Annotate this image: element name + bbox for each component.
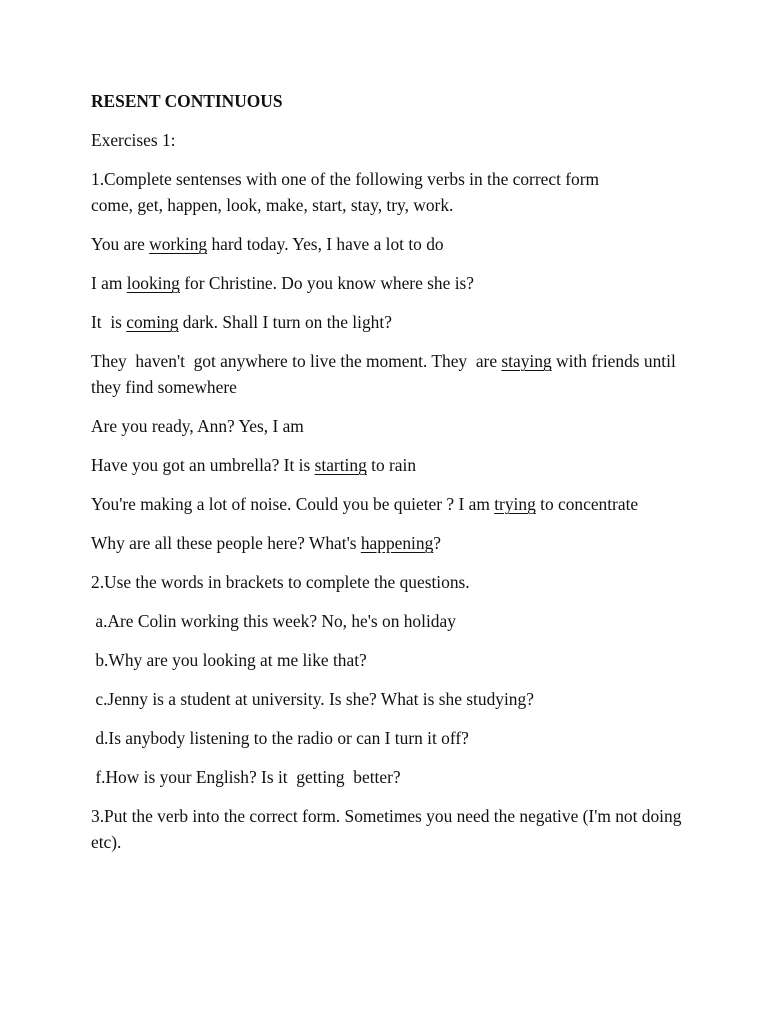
document-title: RESENT CONTINUOUS	[91, 91, 283, 111]
sentence-text: It is	[91, 312, 127, 332]
section2-item-d: d.Is anybody listening to the radio or can I turn it off?	[91, 728, 469, 748]
answer-word: starting	[314, 455, 367, 475]
sentence-text: You're making a lot of noise. Could you be quieter ? I am	[91, 494, 495, 514]
section1-instruction	[91, 166, 691, 218]
sentence-1	[91, 231, 691, 257]
section2-item-c: c.Jenny is a student at university. Is she? What is she studying?	[91, 689, 534, 709]
sentence-7	[91, 491, 691, 517]
exercises-heading: Exercises 1:	[91, 130, 176, 150]
sentence-8	[91, 530, 691, 556]
sentence-4	[91, 348, 691, 400]
section2-item-b: b.Why are you looking at me like that?	[91, 650, 367, 670]
sentence-6	[91, 452, 691, 478]
sentence-text: ?	[433, 533, 442, 553]
sentence-text: I am	[91, 273, 127, 293]
sentence-text: You are	[91, 234, 150, 254]
answer-word: working	[149, 234, 208, 254]
sentence-2	[91, 270, 691, 296]
answer-word: looking	[126, 273, 180, 293]
sentence-text: with friends until they find somewhere	[91, 351, 681, 397]
section2-item-f: f.How is your English? Is it getting better?	[91, 767, 401, 787]
section2-instruction: 2.Use the words in brackets to complete the questions.	[91, 572, 470, 592]
answer-word: staying	[501, 351, 552, 371]
sentence-text: hard today. Yes, I have a lot to do	[207, 234, 444, 254]
sentence-text: to rain	[366, 455, 417, 475]
answer-word: happening	[360, 533, 434, 553]
section1-instruction-line1: 1.Complete sentenses with one of the following verbs in the correct form	[91, 169, 600, 189]
sentence-5: Are you ready, Ann? Yes, I am	[91, 416, 304, 436]
answer-word: coming	[126, 312, 179, 332]
sentence-text: They haven't got anywhere to live the moment. They are	[91, 351, 502, 371]
answer-word: trying	[494, 494, 536, 514]
sentence-text: for Christine. Do you know where she is?	[179, 273, 475, 293]
sentence-text: to concentrate	[535, 494, 639, 514]
section1-verb-list: come, get, happen, look, make, start, stay, try, work.	[91, 195, 454, 215]
section3-instruction: 3.Put the verb into the correct form. Sometimes you need the negative (I'm not doing etc).	[91, 806, 686, 852]
sentence-text: dark. Shall I turn on the light?	[178, 312, 392, 332]
sentence-text: Why are all these people here? What's	[91, 533, 361, 553]
document-content	[91, 88, 691, 868]
sentence-3	[91, 309, 691, 335]
sentence-text: Have you got an umbrella? It is	[91, 455, 315, 475]
section2-item-a: a.Are Colin working this week? No, he's on holiday	[91, 611, 456, 631]
